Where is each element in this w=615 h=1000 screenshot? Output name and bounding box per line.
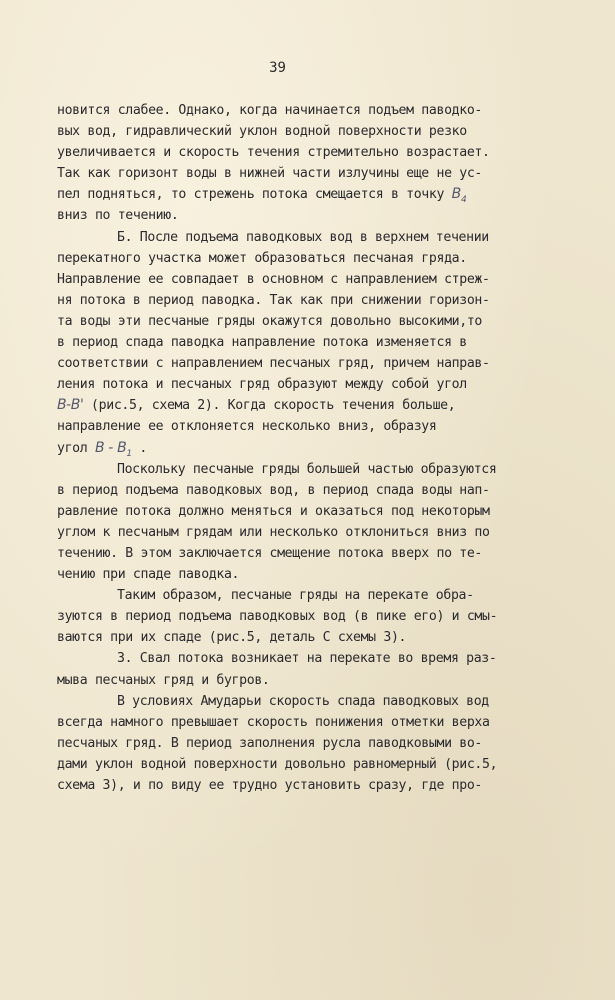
line-text: песчаных гряд. В период заполнения русла паводковыми во- [57, 735, 483, 751]
annotation-subscript: 1 [126, 448, 132, 459]
line-text: ления потока и песчаных гряд образуют между собой угол [57, 377, 467, 393]
text-line [57, 585, 557, 606]
line-text: в период спада паводка направление потока изменяется в [57, 335, 467, 351]
text-line [57, 142, 557, 163]
annotation-symbol: B - B [94, 439, 127, 456]
text-line [57, 374, 557, 395]
line-text: ваются при их спаде (рис.5, деталь С схемы 3). [57, 630, 407, 646]
text-line [57, 332, 557, 353]
text-line [57, 480, 557, 501]
line-text: увеличивается и скорость течения стремительно возрастает. [57, 145, 490, 161]
text-line [57, 691, 557, 712]
handwritten-annotation: B-B' [57, 397, 84, 414]
text-line [57, 163, 557, 184]
text-line [57, 184, 557, 205]
line-text: Поскольку песчаные гряды большей частью образуются [117, 461, 497, 477]
text-line [57, 269, 557, 290]
line-text: равление потока должно меняться и оказаться под некоторым [57, 503, 490, 519]
text-line [57, 248, 557, 269]
text-line [57, 775, 557, 796]
text-line [57, 606, 557, 627]
text-line [57, 543, 557, 564]
text-line [57, 459, 557, 480]
text-line [57, 627, 557, 648]
text-line [57, 733, 557, 754]
line-text: Направление ее совпадает в основном с направлением стреж- [57, 271, 490, 287]
text-line [57, 522, 557, 543]
line-text: (рис.5, схема 2). Когда скорость течения больше, [83, 398, 456, 414]
line-text: пел подняться, то стрежень потока смещается в точку [57, 187, 445, 203]
annotation-symbol: B [451, 186, 461, 203]
line-text: ня потока в период паводка. Так как при снижении горизон- [57, 292, 490, 308]
line-text: соответствии с направлением песчаных гряд, причем направ- [57, 356, 490, 372]
line-text: В условиях Амударьи скорость спада паводковых вод [117, 693, 489, 709]
text-line [57, 100, 557, 121]
line-tail: . [131, 440, 147, 456]
text-line [57, 438, 557, 459]
text-line [57, 290, 557, 311]
line-text: та воды эти песчаные гряды окажутся довольно высокими,то [57, 313, 483, 329]
text-line [57, 416, 557, 437]
line-text: Б. После подъема паводковых вод в верхнем течении [117, 229, 489, 245]
line-text: новится слабее. Однако, когда начинается подъем паводко- [57, 103, 483, 118]
text-line [57, 395, 557, 416]
line-text: в период подъема паводковых вод, в период спада воды нап- [57, 482, 490, 498]
text-line [57, 754, 557, 775]
line-text: направление ее отклоняется несколько вниз, образуя [57, 419, 437, 435]
text-line [57, 353, 557, 374]
line-text: дами уклон водной поверхности довольно равномерный (рис.5, [57, 756, 498, 772]
line-text: всегда намного превышает скорость понижения отметки верха [57, 714, 490, 730]
text-line [57, 121, 557, 142]
line-text: зуются в период подъема паводковых вод (в пике его) и смы- [57, 609, 498, 625]
body-text [57, 100, 557, 796]
line-text: 3. Свал потока возникает на перекате во время раз- [117, 651, 497, 667]
line-text: перекатного участка может образоваться песчаная гряда. [57, 250, 467, 266]
text-line [57, 501, 557, 522]
text-line [57, 205, 557, 226]
line-text: чению при спаде паводка. [57, 567, 240, 583]
text-line [57, 564, 557, 585]
annotation-subscript: 4 [460, 195, 467, 206]
line-text: Так как горизонт воды в нижней части излучины еще не ус- [57, 166, 483, 182]
text-line [57, 712, 557, 733]
handwritten-annotation [94, 439, 132, 459]
line-text: Таким образом, песчаные гряды на перекате обра- [117, 588, 474, 604]
line-text: вниз по течению. [57, 208, 179, 224]
text-line [57, 648, 557, 669]
text-line [57, 311, 557, 332]
text-line [57, 670, 557, 691]
text-line [57, 227, 557, 248]
line-text: углом к песчаным грядам или несколько отклониться вниз по [57, 524, 490, 540]
line-text: течению. В этом заключается смещение потока вверх по те- [57, 545, 483, 561]
line-text: мыва песчаных гряд и бугров. [57, 672, 270, 688]
page-number: 39 [269, 60, 286, 76]
line-text: угол [57, 440, 88, 456]
line-text: схема 3), и по виду ее трудно установить сразу, где про- [57, 778, 483, 793]
handwritten-annotation [451, 186, 467, 206]
line-text: вых вод, гидравлический уклон водной поверхности резко [57, 124, 467, 140]
